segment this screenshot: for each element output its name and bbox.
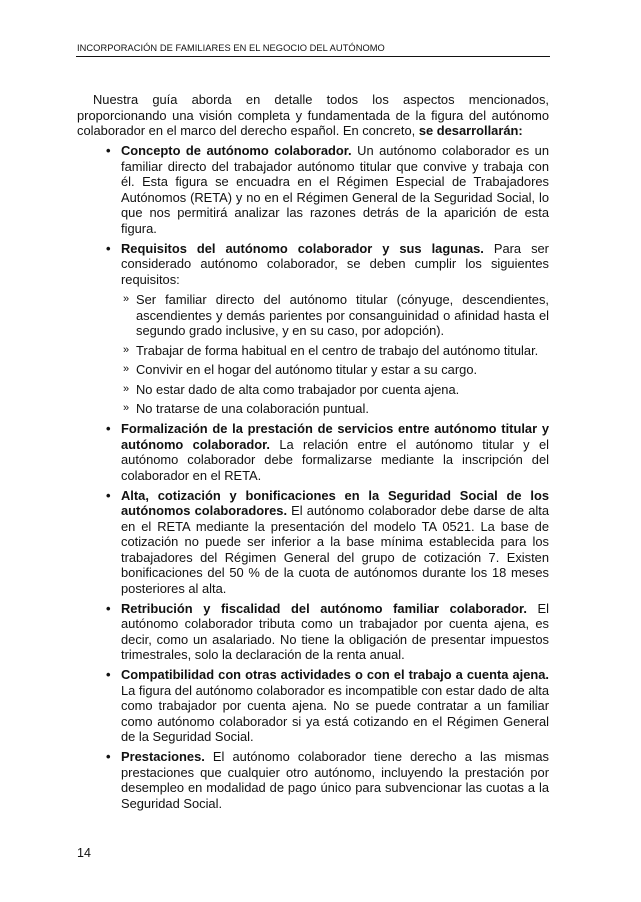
topic-term: Prestaciones. <box>121 749 205 764</box>
topic-item <box>77 749 549 811</box>
topic-term: Requisitos del autónomo colaborador y sus lagunas. <box>121 240 484 256</box>
main-content <box>77 92 549 811</box>
topic-text: El autónomo colaborador debe darse de alta en el RETA mediante la presentación del modelo TA 0521. La base de cotización no puede ser inferior a la base mínima establecida para los trabajadores del Régimen General del grupo de cotización 7. Existen bonificaciones del 50 % de la cuota de autónomos durante los 18 meses posteriores al alta. <box>121 503 549 596</box>
bullet-icon: • <box>106 240 111 256</box>
requirement-item <box>121 401 549 417</box>
requirements-list <box>121 292 549 417</box>
topic-item <box>77 421 549 483</box>
requirement-item <box>121 292 549 339</box>
topic-term: Formalización de la prestación de servicios entre autónomo titular y autónomo colaborador. <box>121 421 549 452</box>
requirement-item <box>121 362 549 378</box>
page-number: 14 <box>77 846 91 860</box>
topic-text: El autónomo colaborador tiene derecho a las mismas prestaciones que cualquier otro autónomo, incluyendo la prestación por desempleo en modalidad de pago único para subvencionar las cuotas a la Seguridad Social. <box>121 749 549 811</box>
topic-text: Para ser considerado autónomo colaborador, se deben cumplir los siguientes requisitos: <box>121 240 549 287</box>
bullet-icon: • <box>106 749 111 764</box>
requirement-text: Ser familiar directo del autónomo titular (cónyuge, descendientes, ascendientes y demás parientes por consanguinidad o afinidad hasta el segundo grado inclusive, y en su caso, por adopción). <box>136 292 549 338</box>
bullet-icon: • <box>106 600 111 616</box>
header-rule <box>76 56 550 57</box>
running-header: INCORPORACIÓN DE FAMILIARES EN EL NEGOCIO DEL AUTÓNOMO <box>77 43 385 53</box>
topic-text: El autónomo colaborador tributa como un trabajador por cuenta ajena, es decir, como un asalariado. No tiene la obligación de presentar impuestos trimestrales, solo la declaración de la renta anual. <box>121 600 549 662</box>
intro-paragraph <box>77 92 549 139</box>
topic-text: La figura del autónomo colaborador es incompatible con estar dado de alta como trabajador por cuenta ajena. No se puede contratar a un familiar como autónomo colaborador si ya está cotizando en el Régimen General de la Seguridad Social. <box>121 682 549 744</box>
requirement-text: Trabajar de forma habitual en el centro de trabajo del autónomo titular. <box>136 342 539 358</box>
bullet-icon: • <box>106 143 111 158</box>
topic-item <box>77 241 549 417</box>
chevron-right-icon: » <box>123 382 130 395</box>
chevron-right-icon: » <box>123 293 130 305</box>
topic-text: La relación entre el autónomo titular y el autónomo colaborador debe formalizarse mediante la inscripción del colaborador en el RETA. <box>121 436 549 483</box>
topic-term: Alta, cotización y bonificaciones en la Seguridad Social de los autónomos colaboradores. <box>121 487 549 518</box>
topic-term: Compatibilidad con otras actividades o con el trabajo a cuenta ajena. <box>121 667 549 682</box>
requirement-item <box>121 382 549 398</box>
topic-term: Retribución y fiscalidad del autónomo familiar colaborador. <box>121 600 527 616</box>
topic-text: Un autónomo colaborador es un familiar directo del trabajador autónomo titular que convive y trabaja con él. Esta figura se encuadra en el Régimen Especial de Trabajadores Autónomos (RETA) y no en el Régimen General de la Seguridad Social, lo que nos permitirá analizar las razones detrás de la aparición de esta figura. <box>121 143 549 236</box>
topic-item <box>77 143 549 236</box>
bullet-icon: • <box>106 667 111 682</box>
requirement-text: No tratarse de una colaboración puntual. <box>136 401 369 416</box>
topic-item <box>77 667 549 745</box>
topic-term: Concepto de autónomo colaborador. <box>121 143 352 158</box>
topic-item <box>77 601 549 663</box>
bullet-icon: • <box>106 487 111 503</box>
topic-item <box>77 488 549 597</box>
intro-emphasis: se desarrollarán: <box>418 123 523 138</box>
topics-list <box>77 143 549 811</box>
requirement-text: No estar dado de alta como trabajador por cuenta ajena. <box>136 381 460 397</box>
intro-text: Nuestra guía aborda en detalle todos los aspectos mencionados, proporcionando una visión completa y fundamentada de la figura del autónomo colaborador en el marco del derecho español. En concreto, <box>77 92 549 138</box>
chevron-right-icon: » <box>123 343 130 356</box>
requirement-text: Convivir en el hogar del autónomo titular y estar a su cargo. <box>136 362 478 377</box>
chevron-right-icon: » <box>123 402 130 414</box>
bullet-icon: • <box>106 421 111 436</box>
requirement-item <box>121 343 549 359</box>
chevron-right-icon: » <box>123 363 130 375</box>
